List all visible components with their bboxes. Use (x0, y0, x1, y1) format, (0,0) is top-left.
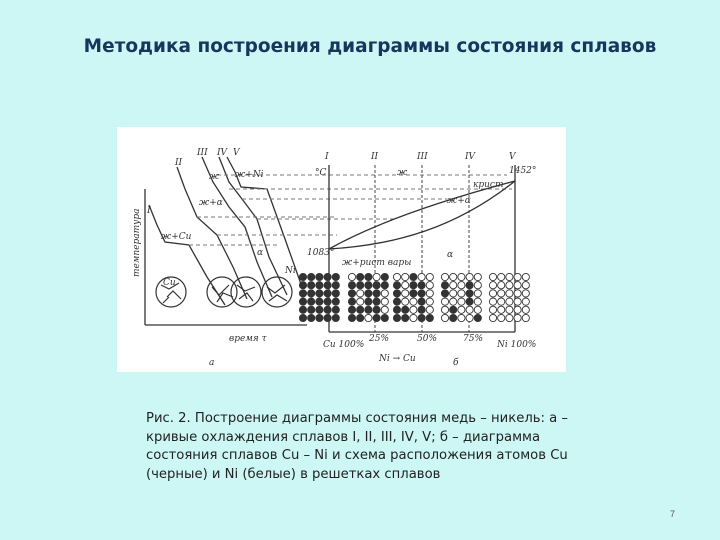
cu-atom (316, 306, 323, 313)
ni-atom (498, 306, 505, 313)
phase-label-liquid: ж (209, 172, 220, 182)
ni-atom (458, 282, 465, 289)
ni-atom (498, 314, 505, 321)
ni-atom (441, 306, 448, 313)
ni-atom (450, 273, 457, 280)
ni-atom (466, 314, 473, 321)
ni-atom (348, 273, 355, 280)
temp-left: 1083° (307, 248, 335, 258)
cu-atom (418, 298, 425, 305)
cu-atom (299, 290, 306, 297)
ni-atom (474, 306, 481, 313)
cu-atom (418, 306, 425, 313)
alloy-label-ii: II (371, 152, 379, 162)
ni-atom (381, 306, 388, 313)
ni-atom (514, 314, 521, 321)
ni-atom (506, 290, 513, 297)
phase-label-liquid-ni: ж+Ni (235, 170, 264, 180)
phase-label-row: ж+рист вары (342, 258, 412, 268)
ni-atom (441, 273, 448, 280)
cu-atom (316, 314, 323, 321)
phase-label-liquid-cu: ж+Cu (161, 232, 192, 242)
ni-atom (474, 298, 481, 305)
ni-atom (522, 273, 529, 280)
ni-atom (489, 290, 496, 297)
cu-atom (299, 306, 306, 313)
lattice-2 (348, 273, 388, 321)
ni-atom (410, 314, 417, 321)
ni-atom (522, 290, 529, 297)
cu-atom (308, 314, 315, 321)
cu-atom (365, 273, 372, 280)
cu-atom (373, 314, 380, 321)
curve-label-iv: IV (217, 148, 228, 158)
ni-atom (466, 273, 473, 280)
curve-label-v: V (233, 148, 240, 158)
curve-label-i: I (147, 206, 151, 216)
cu-atom (381, 314, 388, 321)
ni-atom (357, 290, 364, 297)
cu-atom (324, 298, 331, 305)
ni-atom (489, 298, 496, 305)
cu-atom (332, 282, 339, 289)
comp-label-50: 50% (417, 334, 438, 344)
ni-atom (450, 282, 457, 289)
composition-axis-text: Ni → Cu (379, 354, 416, 364)
lattice-4 (441, 273, 481, 321)
ni-atom (410, 306, 417, 313)
ni-atom (474, 273, 481, 280)
ni-atom (498, 298, 505, 305)
ni-atom (373, 273, 380, 280)
ni-atom (441, 298, 448, 305)
cu-atom (418, 314, 425, 321)
cu-atom (450, 314, 457, 321)
cu-atom (393, 290, 400, 297)
cu-atom (474, 314, 481, 321)
cu-atom (357, 306, 364, 313)
comp-label-75: 75% (463, 334, 484, 344)
panel-letter-b: б (453, 358, 459, 368)
x-axis-label: время τ (229, 334, 267, 344)
cu-atom (373, 298, 380, 305)
ni-atom (474, 290, 481, 297)
cu-atom (466, 282, 473, 289)
cu-atom (316, 290, 323, 297)
ni-atom (489, 314, 496, 321)
cu-atom (450, 306, 457, 313)
cu-atom (373, 282, 380, 289)
cu-atom (308, 298, 315, 305)
ni-atom (522, 282, 529, 289)
micro-alloy-2 (231, 277, 261, 307)
cu-atom (441, 282, 448, 289)
ni-atom (522, 306, 529, 313)
ni-atom (450, 298, 457, 305)
cu-atom (348, 314, 355, 321)
ni-atom (474, 282, 481, 289)
cu-atom (332, 298, 339, 305)
phase-diagram-figure (117, 127, 566, 372)
cu-atom (348, 306, 355, 313)
lattice-3 (393, 273, 433, 321)
alloy-label-iii: III (417, 152, 428, 162)
cu-atom (316, 273, 323, 280)
ni-atom (514, 290, 521, 297)
cu-atom (308, 273, 315, 280)
cu-atom (324, 290, 331, 297)
alloy-label-i: I (325, 152, 329, 162)
ni-atom (506, 282, 513, 289)
ni-atom (522, 298, 529, 305)
cu-atom (426, 314, 433, 321)
ni-atom (458, 273, 465, 280)
ni-atom (402, 290, 409, 297)
curve-label-iii: III (197, 148, 208, 158)
ni-atom (426, 273, 433, 280)
ni-atom (514, 273, 521, 280)
alloy-label-v: V (509, 152, 516, 162)
ni-atom (506, 314, 513, 321)
cu-atom (393, 282, 400, 289)
cu-atom (365, 290, 372, 297)
ni-atom (506, 298, 513, 305)
cu-atom (402, 314, 409, 321)
cu-atom (418, 282, 425, 289)
cu-atom (357, 314, 364, 321)
ni-atom (393, 273, 400, 280)
cu-atom (393, 314, 400, 321)
ni-atom (489, 306, 496, 313)
cu-atom (299, 282, 306, 289)
ni-atom (458, 298, 465, 305)
ni-atom (402, 298, 409, 305)
phase-label-ni: Ni (285, 266, 296, 276)
cu-atom (365, 298, 372, 305)
temp-right: 1452° (509, 166, 537, 176)
cu-atom (299, 273, 306, 280)
lattice-5 (489, 273, 529, 321)
cu-atom (357, 282, 364, 289)
ni-atom (426, 306, 433, 313)
atom-lattices (299, 273, 529, 321)
cu-atom (418, 290, 425, 297)
ni-atom (402, 273, 409, 280)
ni-atom (489, 282, 496, 289)
ni-atom (466, 306, 473, 313)
phase-label-crystal: крист (473, 180, 504, 190)
cu-atom (393, 298, 400, 305)
phase-label-liquid-alpha-right: ж+α (447, 196, 471, 206)
cu-atom (441, 290, 448, 297)
cu-atom (410, 273, 417, 280)
cu-atom (316, 282, 323, 289)
ni-atom (381, 298, 388, 305)
cu-atom (332, 306, 339, 313)
ni-atom (506, 306, 513, 313)
ni-atom (426, 282, 433, 289)
projection-lines (189, 175, 512, 245)
ni-atom (498, 290, 505, 297)
cu-atom (332, 290, 339, 297)
cooling-curve-i (149, 205, 225, 305)
cu-atom (381, 282, 388, 289)
cu-atom (410, 290, 417, 297)
figure-caption: Рис. 2. Построение диаграммы состояния медь – никель: а – кривые охлаждения сплавов I, II, III, IV, V; б – диаграмма состояния сплавов Cu – Ni и схема расположения атомов Cu (черные) и Ni (белые) в решетках сплавов (146, 411, 569, 482)
cu-atom (373, 306, 380, 313)
cu-atom (466, 290, 473, 297)
cu-atom (348, 298, 355, 305)
cu-atom (365, 282, 372, 289)
phase-label-cu: Cu (163, 278, 176, 288)
cu-atom (410, 282, 417, 289)
lattice-1 (299, 273, 339, 321)
cu-atom (402, 306, 409, 313)
cu-atom (308, 282, 315, 289)
ni-atom (426, 298, 433, 305)
cu-atom (393, 306, 400, 313)
ni-atom (426, 290, 433, 297)
temp-unit: °C (315, 168, 327, 178)
ni-atom (441, 314, 448, 321)
cu-atom (332, 314, 339, 321)
ni-atom (365, 314, 372, 321)
ni-atom (514, 306, 521, 313)
cu-atom (466, 298, 473, 305)
phase-label-liquid-alpha: ж+α (199, 198, 223, 208)
ni-atom (381, 290, 388, 297)
ni-atom (450, 290, 457, 297)
cu-atom (357, 273, 364, 280)
page-number: 7 (670, 509, 676, 519)
phase-label-alpha-right: α (447, 250, 454, 260)
ni-atom (458, 290, 465, 297)
cu-atom (348, 290, 355, 297)
ni-atom (489, 273, 496, 280)
cu-atom (373, 290, 380, 297)
alloy-label-iv: IV (465, 152, 476, 162)
ni-atom (514, 282, 521, 289)
comp-label-25: 25% (369, 334, 390, 344)
ni-atom (418, 273, 425, 280)
ni-atom (522, 314, 529, 321)
y-axis-label: температура (132, 208, 142, 277)
ni-atom (506, 273, 513, 280)
cu-atom (324, 273, 331, 280)
ni-atom (410, 298, 417, 305)
cu-atom (324, 314, 331, 321)
ni-atom (458, 314, 465, 321)
ni-atom (498, 282, 505, 289)
cu-atom (381, 273, 388, 280)
phase-label-alpha: α (257, 248, 264, 258)
ni-atom (498, 273, 505, 280)
comp-label-cu: Cu 100% (323, 340, 365, 350)
ni-atom (402, 282, 409, 289)
cu-atom (365, 306, 372, 313)
curve-label-ii: II (175, 158, 183, 168)
ni-atom (514, 298, 521, 305)
cu-atom (348, 282, 355, 289)
cu-atom (316, 298, 323, 305)
phase-label-liquid-right: ж (397, 168, 408, 178)
cu-atom (324, 306, 331, 313)
cu-atom (332, 273, 339, 280)
comp-label-ni: Ni 100% (497, 340, 537, 350)
cu-atom (308, 306, 315, 313)
ni-atom (357, 298, 364, 305)
cu-atom (324, 282, 331, 289)
cu-atom (308, 290, 315, 297)
ni-atom (458, 306, 465, 313)
cu-atom (299, 298, 306, 305)
panel-letter-a: а (209, 358, 215, 368)
slide-title: Методика построения диаграммы состояния сплавов (83, 36, 657, 57)
cu-atom (299, 314, 306, 321)
